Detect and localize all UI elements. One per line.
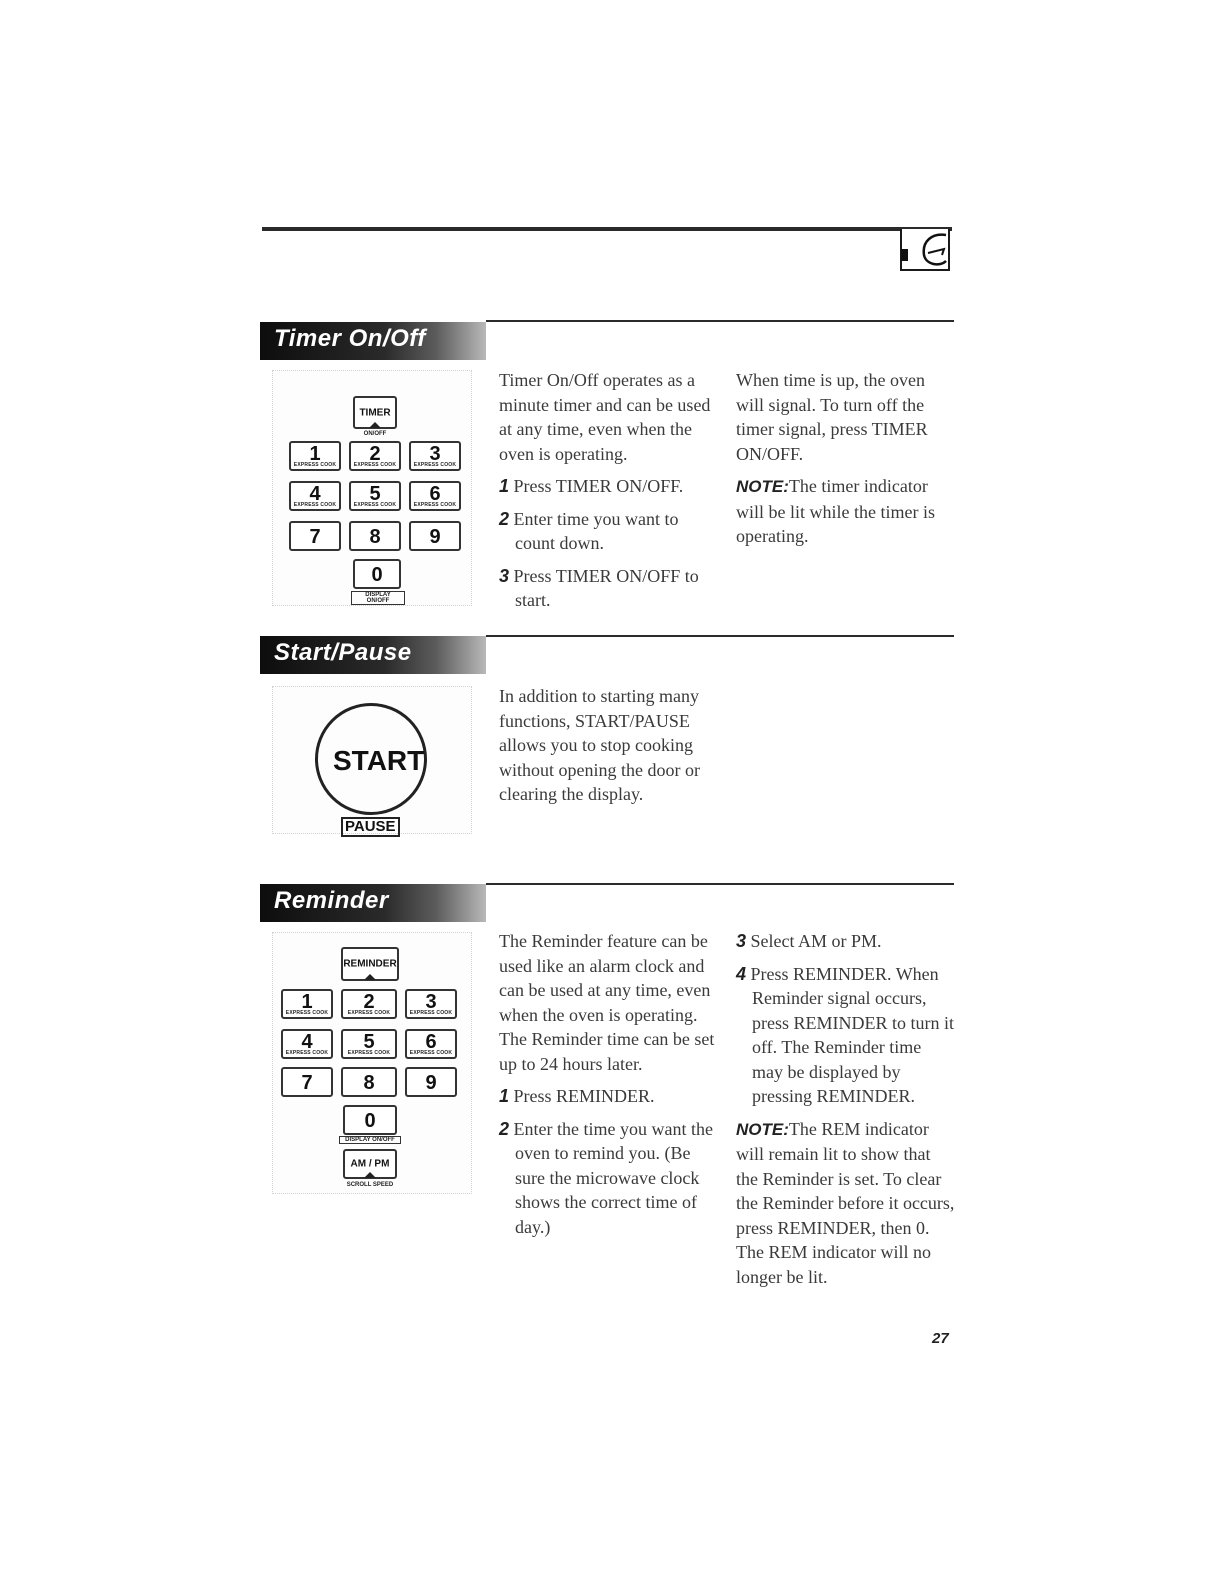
keypad-key-6[interactable] — [409, 481, 461, 511]
step-text: Select AM or PM. — [750, 931, 882, 951]
start-button-label: START — [333, 745, 425, 776]
step-number: 1 — [499, 476, 510, 496]
page-number: 27 — [932, 1330, 949, 1347]
key-number: 9 — [429, 526, 441, 548]
note-label: NOTE: — [736, 1119, 789, 1139]
keypad-key-7[interactable] — [281, 1067, 333, 1097]
timer-column-1 — [499, 368, 721, 613]
timer-section-heading — [260, 322, 486, 360]
reminder-step-3 — [736, 929, 956, 954]
key-number: 7 — [309, 526, 321, 548]
note-label: NOTE: — [736, 477, 789, 496]
ampm-key-indicator — [364, 1172, 376, 1178]
keypad-key-5[interactable] — [349, 481, 401, 511]
step-number: 2 — [499, 508, 510, 529]
key-number: 5 — [363, 1031, 375, 1053]
scroll-speed-caption: SCROLL SPEED — [346, 1182, 394, 1188]
key-number: 4 — [309, 483, 321, 505]
keypad-key-3[interactable] — [409, 441, 461, 471]
reminder-keypad-panel — [272, 932, 472, 1194]
key-caption: EXPRESS COOK — [285, 1010, 329, 1016]
keypad-key-0[interactable] — [343, 1105, 397, 1135]
key-number: 1 — [309, 443, 321, 465]
reminder-section-rule — [486, 883, 954, 885]
keypad-key-4[interactable] — [289, 481, 341, 511]
start-description: In addition to starting many functions, START/PAUSE allows you to stop cooking without opening the door or clearing the display. — [499, 686, 700, 804]
timer-key-label: TIMER — [359, 407, 391, 418]
key-caption: EXPRESS COOK — [347, 1010, 391, 1016]
key-number: 3 — [429, 443, 441, 465]
keypad-key-8[interactable] — [341, 1067, 397, 1097]
ge-logo-icon — [916, 231, 950, 269]
ampm-key-label: AM / PM — [350, 1158, 390, 1170]
keypad-key-1[interactable] — [289, 441, 341, 471]
key-number: 6 — [429, 483, 441, 505]
step-text: Press TIMER ON/OFF. — [513, 476, 684, 496]
display-onoff-caption: DISPLAY ON/OFF — [339, 1136, 401, 1144]
tab-marker — [901, 249, 908, 261]
reminder-step-1 — [499, 1084, 721, 1109]
reminder-section-title: Reminder — [274, 887, 389, 914]
reminder-step-2 — [499, 1117, 721, 1240]
reminder-key-label: REMINDER — [343, 958, 397, 970]
reminder-section-heading — [260, 884, 486, 922]
keypad-key-7[interactable] — [289, 521, 341, 551]
key-caption: EXPRESS COOK — [285, 1050, 329, 1056]
key-number: 7 — [301, 1072, 313, 1094]
key-caption: EXPRESS COOK — [347, 1050, 391, 1056]
key-number: 0 — [371, 564, 383, 586]
key-number: 9 — [425, 1072, 437, 1094]
keypad-key-2[interactable] — [349, 441, 401, 471]
step-number: 3 — [499, 565, 510, 586]
keypad-key-5[interactable] — [341, 1029, 397, 1059]
keypad-key-0[interactable] — [353, 559, 401, 589]
timer-intro: Timer On/Off operates as a minute timer and can be used at any time, even when the oven is operating. — [499, 370, 711, 464]
note-text: The timer indicator will be lit while the timer is operating. — [736, 476, 935, 546]
reminder-note — [736, 1117, 956, 1290]
reminder-column-1 — [499, 929, 721, 1239]
step-number: 4 — [736, 963, 747, 984]
key-number: 8 — [369, 526, 381, 548]
keypad-key-9[interactable] — [409, 521, 461, 551]
note-text: The REM indicator will remain lit to show that the Reminder is set. To clear the Reminder before it occurs, press REMINDER, then 0. The REM indicator will no longer be lit. — [736, 1118, 955, 1287]
timer-keypad-panel — [272, 370, 472, 606]
step-text: Enter time you want to count down. — [513, 508, 679, 553]
timer-signal-text: When time is up, the oven will signal. To turn off the timer signal, press TIMER ON/OFF. — [736, 370, 928, 464]
start-section-rule — [486, 635, 954, 637]
keypad-key-8[interactable] — [349, 521, 401, 551]
key-number: 5 — [369, 483, 381, 505]
key-caption: EXPRESS COOK — [293, 462, 337, 468]
start-section-title: Start/Pause — [274, 639, 412, 666]
start-button-panel — [272, 686, 472, 834]
key-caption: EXPRESS COOK — [353, 462, 397, 468]
timer-step-2 — [499, 507, 721, 556]
top-rule — [262, 227, 952, 231]
keypad-key-6[interactable] — [405, 1029, 457, 1059]
keypad-key-2[interactable] — [341, 989, 397, 1019]
key-number: 0 — [364, 1110, 376, 1132]
timer-key-indicator — [369, 422, 381, 428]
timer-step-1 — [499, 474, 721, 499]
key-caption: EXPRESS COOK — [409, 1050, 453, 1056]
key-number: 2 — [363, 991, 375, 1013]
keypad-key-4[interactable] — [281, 1029, 333, 1059]
key-number: 2 — [369, 443, 381, 465]
key-caption: EXPRESS COOK — [353, 502, 397, 508]
key-caption: EXPRESS COOK — [413, 502, 457, 508]
key-number: 3 — [425, 991, 437, 1013]
reminder-step-4 — [736, 962, 956, 1109]
start-section-heading — [260, 636, 486, 674]
keypad-key-3[interactable] — [405, 989, 457, 1019]
key-number: 6 — [425, 1031, 437, 1053]
key-number: 4 — [301, 1031, 313, 1053]
timer-section-rule — [486, 320, 954, 322]
pause-label: PAUSE — [341, 817, 400, 837]
keypad-key-9[interactable] — [405, 1067, 457, 1097]
step-number: 2 — [499, 1118, 510, 1139]
timer-step-3 — [499, 564, 721, 613]
step-number: 3 — [736, 931, 747, 951]
reminder-key-indicator — [364, 974, 376, 980]
reminder-column-2 — [736, 929, 956, 1289]
key-caption: EXPRESS COOK — [293, 502, 337, 508]
step-text: Press REMINDER. When Reminder signal occurs, press REMINDER to turn it off. The Reminder time may be displayed by pressing REMINDER. — [750, 963, 954, 1106]
key-caption: EXPRESS COOK — [409, 1010, 453, 1016]
ge-logo-tab — [900, 229, 950, 271]
step-number: 1 — [499, 1086, 510, 1106]
timer-column-2 — [736, 368, 951, 549]
reminder-intro: The Reminder feature can be used like an alarm clock and can be used at any time, even when the oven is operating. The Reminder time can be set up to 24 hours later. — [499, 931, 715, 1074]
step-text: Press TIMER ON/OFF to start. — [513, 565, 699, 610]
timer-section-title: Timer On/Off — [274, 325, 426, 352]
timer-note — [736, 474, 951, 549]
timer-key-caption: ON/OFF — [363, 431, 387, 437]
keypad-key-1[interactable] — [281, 989, 333, 1019]
reminder-key[interactable] — [341, 947, 399, 981]
key-number: 8 — [363, 1072, 375, 1094]
key-caption: EXPRESS COOK — [413, 462, 457, 468]
step-text: Press REMINDER. — [513, 1086, 655, 1106]
ampm-key[interactable] — [343, 1149, 397, 1179]
step-text: Enter the time you want the oven to remind you. (Be sure the microwave clock shows the correct time of day.) — [513, 1118, 713, 1237]
key-number: 1 — [301, 991, 313, 1013]
timer-key[interactable] — [353, 396, 397, 429]
display-onoff-caption: DISPLAY ON/OFF — [351, 591, 405, 605]
